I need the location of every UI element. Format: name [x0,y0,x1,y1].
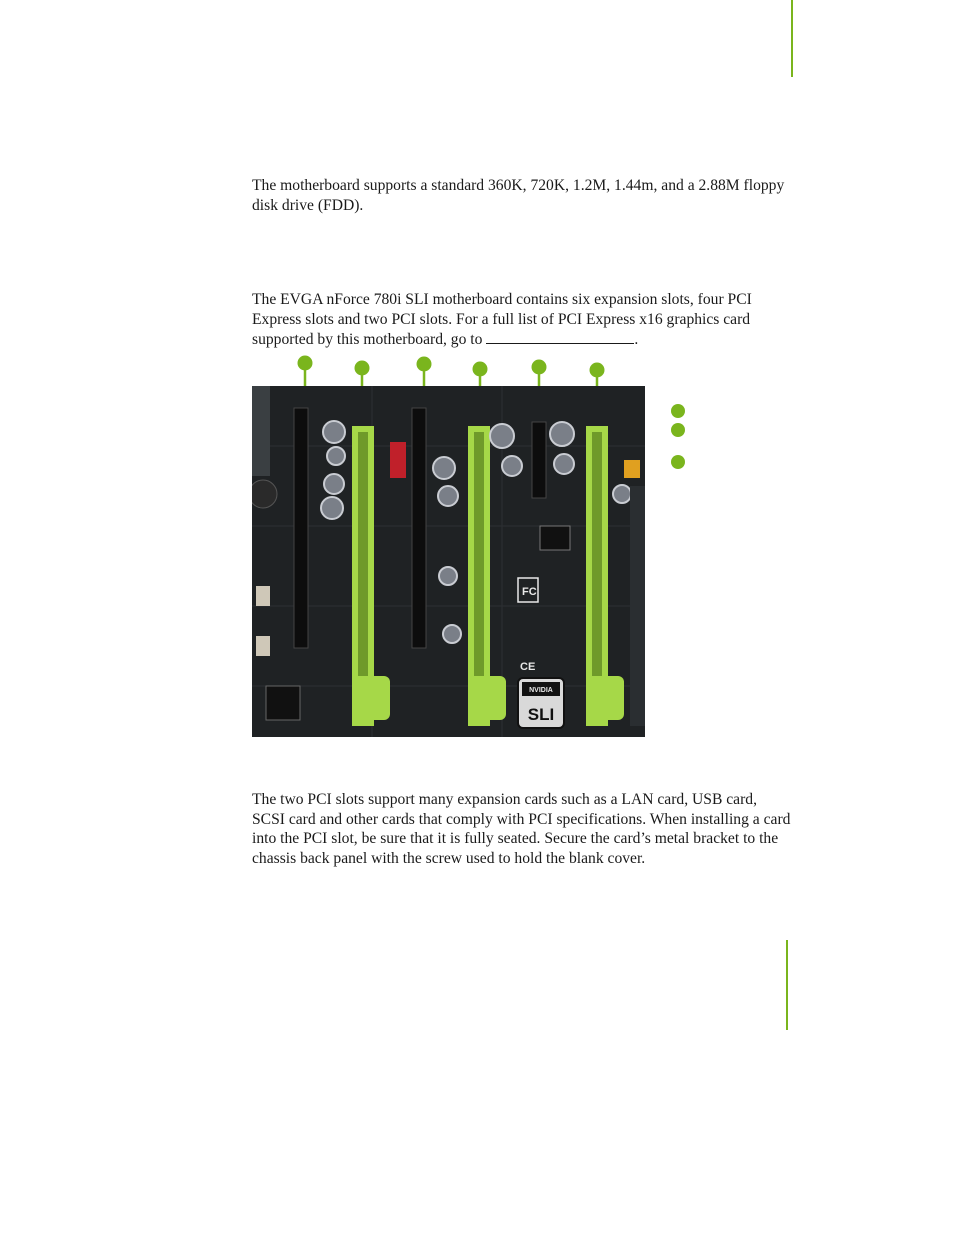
fan-header-1 [256,586,270,606]
legend-dot-1 [671,404,685,418]
fan-header-2 [256,636,270,656]
nvidia-sli-badge [518,678,564,728]
center-chip [540,526,570,550]
nvidia-logo-text: NVIDIA [529,687,553,694]
expansion-paragraph [252,290,792,350]
red-connector [390,442,406,478]
buzzer [252,480,277,508]
expansion-text: The EVGA nForce 780i SLI motherboard contains six expansion slots, four PCI Express slots and two PCI slots. For a full list of PCI Express x16 graphics card supported by this motherboard, go to [252,291,752,348]
ce-mark: CE [520,661,536,673]
right-heatsink [630,486,645,726]
legend-dot-2 [671,423,685,437]
link-blank [486,329,634,344]
bottom-right-rule [786,940,788,1030]
amber-connector [624,460,640,478]
sli-logo-text: SLI [527,705,555,724]
pci-slot-2 [412,408,426,648]
pci-slot-1 [294,408,308,648]
left-header [252,386,270,476]
top-right-rule [791,0,793,77]
floppy-paragraph: The motherboard supports a standard 360K, 720K, 1.2M, 1.44m, and a 2.88M floppy disk drive (FDD). [252,177,785,214]
motherboard-expansion-slots-figure [252,386,645,737]
pci-paragraph: The two PCI slots support many expansion cards such as a LAN card, USB card, SCSI card and other cards that comply with PCI specifications. When installing a card into the PCI slot, be sure that it is fully seated. Secure the card’s metal bracket to the chassis back panel with the screw used to hold the blank cover. [252,791,791,867]
chip-left [266,686,300,720]
legend-dot-3 [671,455,685,469]
fcc-mark: FC [522,586,537,598]
pcie-x1-slot [532,422,546,498]
expansion-text-end: . [634,331,639,348]
